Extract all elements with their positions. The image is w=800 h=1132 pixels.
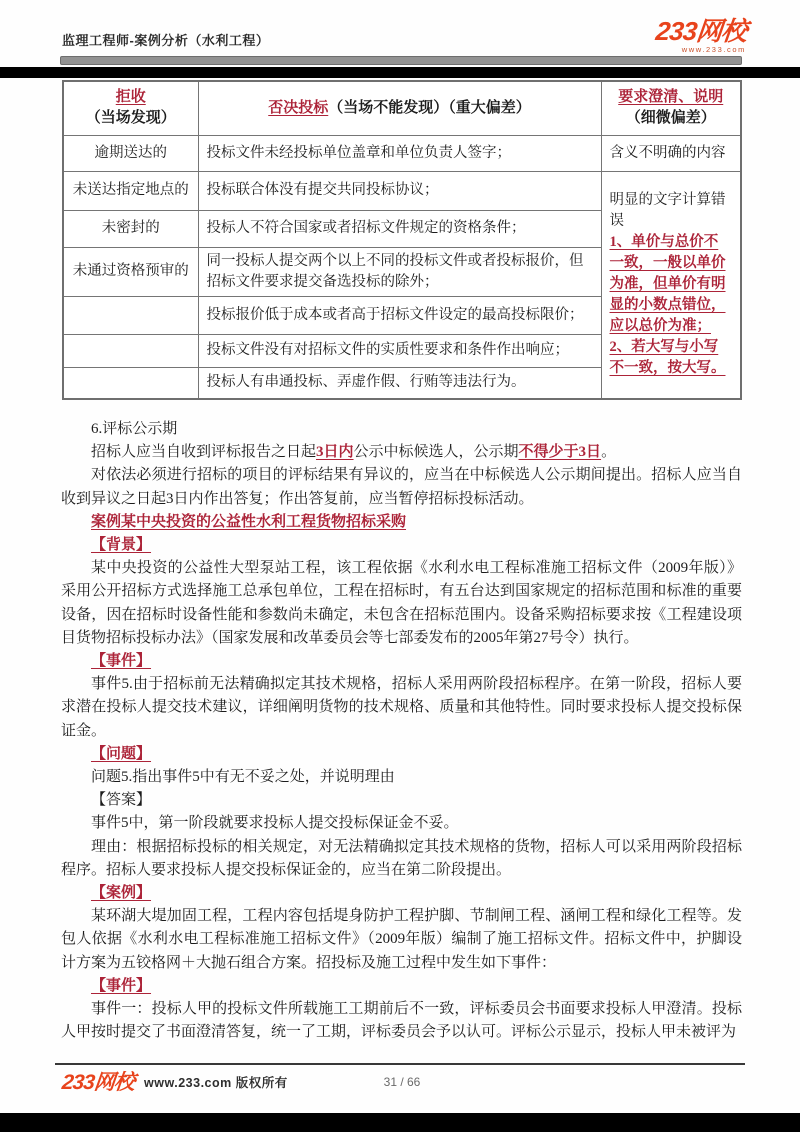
table-header-row — [63, 81, 741, 135]
header-deny-em: 否决投标 — [268, 99, 329, 116]
cell-reason: 同一投标人提交两个以上不同的投标文件或者投标报价，但招标文件要求提交备选投标的除外； — [198, 247, 601, 296]
doc-header — [62, 18, 746, 54]
footer-divider — [55, 1063, 745, 1065]
header-cell-deny — [198, 81, 601, 135]
para-event-5: 事件5.由于招标前无法精确拟定其技术规格，招标人采用两阶段招标程序。在第一阶段，招标人要求潜在投标人提交技术建议，详细阐明货物的技术规格、质量和其他特性。同时要求投标人提交投标保证金。 — [61, 676, 742, 739]
cell-condition: 未送达指定地点的 — [63, 171, 198, 210]
cell-reason: 投标文件未经投标单位盖章和单位负责人签字； — [198, 135, 601, 171]
cell-clarify-merged — [601, 171, 741, 399]
para-background: 某中央投资的公益性大型泵站工程，该工程依据《水利水电工程标准施工招标文件（2009年版）》采用公开招标方式选择施工总承包单位，工程在招标时，有五台达到国家规定的招标范围和标准的重要设备，因在招标时设备性能和参数尚未确定，未包含在招标范围内。设备采购招标要求按《工程建设项目货物招标投标办法》（国家发展和改革委员会等七部委发布的2005年第27号令）执行。 — [61, 560, 742, 646]
footer-copyright: www.233.com 版权所有 — [144, 1076, 288, 1090]
footer-brand-logo — [62, 1072, 134, 1093]
case-title — [61, 511, 742, 534]
cell-condition — [63, 367, 198, 399]
em-3-days: 3日内 — [316, 444, 354, 461]
tag-case — [61, 882, 742, 905]
case-title-text: 案例某中央投资的公益性水利工程货物招标采购 — [91, 513, 407, 530]
brand-logo-text: 233网校 — [654, 16, 748, 46]
tag-case-text: 【案例】 — [91, 885, 152, 902]
cell-reason: 投标人有串通投标、弄虚作假、行贿等违法行为。 — [198, 367, 601, 399]
header-deny-rest: （当场不能发现）（重大偏差） — [328, 99, 531, 116]
merged-black-text: 明显的文字计算错误 — [609, 192, 726, 230]
divider-black-bar-top — [0, 67, 800, 78]
tag-question — [61, 743, 742, 766]
divider-black-bar-bottom — [0, 1113, 800, 1132]
text-segment: 公示中标候选人，公示期 — [353, 444, 519, 461]
header-clarify-em: 要求澄清、说明 — [618, 89, 724, 106]
tag-question-text: 【问题】 — [91, 745, 152, 762]
tag-background — [61, 534, 742, 557]
heading-evaluation-publicity: 6.评标公示期 — [91, 421, 178, 437]
para-case-background: 某环湖大堤加固工程，工程内容包括堤身防护工程护脚、节制闸工程、涵闸工程和绿化工程等。发包人依据《水利水电工程标准施工招标文件》（2009年版）编制了施工招标文件。招标文件中，护脚设计方案为五铰格网＋大抛石组合方案。招投标及施工过程中发生如下事件： — [61, 908, 742, 971]
cell-condition: 逾期送达的 — [63, 135, 198, 171]
header-cell-clarify — [601, 81, 741, 135]
para-answer-reason: 理由：根据招标投标的相关规定，对无法精确拟定其技术规格的货物，招标人可以采用两阶段招标程序。招标人要求投标人提交投标保证金的，应当在第二阶段提出。 — [61, 838, 742, 878]
cell-reason: 投标人不符合国家或者招标文件规定的资格条件； — [198, 210, 601, 247]
para-objection-rule: 对依法必须进行招标的项目的评标结果有异议的，应当在中标候选人公示期间提出。招标人应当自收到异议之日起3日内作出答复；作出答复前，应当暂停招标投标活动。 — [61, 467, 742, 507]
cell-condition: 未密封的 — [63, 210, 198, 247]
tag-answer — [61, 789, 742, 812]
merged-red-item-2: 2、若大写与小写不一致，按大写。 — [609, 339, 726, 377]
tag-background-text: 【背景】 — [91, 537, 152, 554]
merged-red-item-1: 1、单价与总价不一致，一般以单价为准，但单价有明显的小数点错位，应以总价为准； — [609, 234, 726, 335]
doc-footer — [62, 1069, 742, 1095]
tag-event-1 — [61, 650, 742, 673]
header-cell-reject — [63, 81, 198, 135]
table-row — [63, 135, 741, 171]
tag-answer-text: 【答案】 — [91, 792, 152, 809]
brand-logo-url: www.233.com — [681, 45, 746, 54]
text-segment: 。 — [601, 444, 617, 461]
para-answer: 事件5中，第一阶段就要求投标人提交投标保证金不妥。 — [91, 815, 459, 832]
para-publicity-rule — [61, 441, 742, 464]
cell-condition — [63, 296, 198, 334]
divider-gray-bar — [60, 56, 742, 65]
footer-brand-logo-text: 233网校 — [60, 1070, 136, 1094]
document-body — [61, 418, 742, 1044]
text-segment: 招标人应当自收到评标报告之日起 — [91, 444, 317, 461]
tag-event-2-text: 【事件】 — [91, 977, 152, 994]
brand-logo — [656, 18, 746, 54]
tag-event-2 — [61, 975, 742, 998]
cell-condition: 未通过资格预审的 — [63, 247, 198, 296]
em-not-less-3-days: 不得少于3日 — [518, 444, 602, 461]
bid-handling-table — [62, 80, 742, 400]
page-title: 监理工程师-案例分析（水利工程） — [62, 33, 270, 48]
page-number: 31 / 66 — [383, 1075, 421, 1089]
cell-reason: 投标文件没有对招标文件的实质性要求和条件作出响应； — [198, 334, 601, 367]
para-question-5: 问题5.指出事件5中有无不妥之处，并说明理由 — [91, 769, 395, 786]
cell-condition — [63, 334, 198, 367]
para-event-one: 事件一：投标人甲的投标文件所载施工工期前后不一致，评标委员会书面要求投标人甲澄清。投标人甲按时提交了书面澄清答复，统一了工期，评标委员会予以认可。评标公示显示，投标人甲未被评为 — [61, 1001, 742, 1041]
cell-clarify-item: 含义不明确的内容 — [601, 135, 741, 171]
header-reject-rest: （当场发现） — [85, 110, 176, 127]
cell-reason: 投标联合体没有提交共同投标协议； — [198, 171, 601, 210]
header-reject-em: 拒收 — [115, 89, 146, 106]
cell-reason: 投标报价低于成本或者高于招标文件设定的最高投标限价； — [198, 296, 601, 334]
tag-event-1-text: 【事件】 — [91, 653, 152, 670]
header-clarify-rest: （细微偏差） — [625, 110, 716, 127]
table-row — [63, 171, 741, 210]
